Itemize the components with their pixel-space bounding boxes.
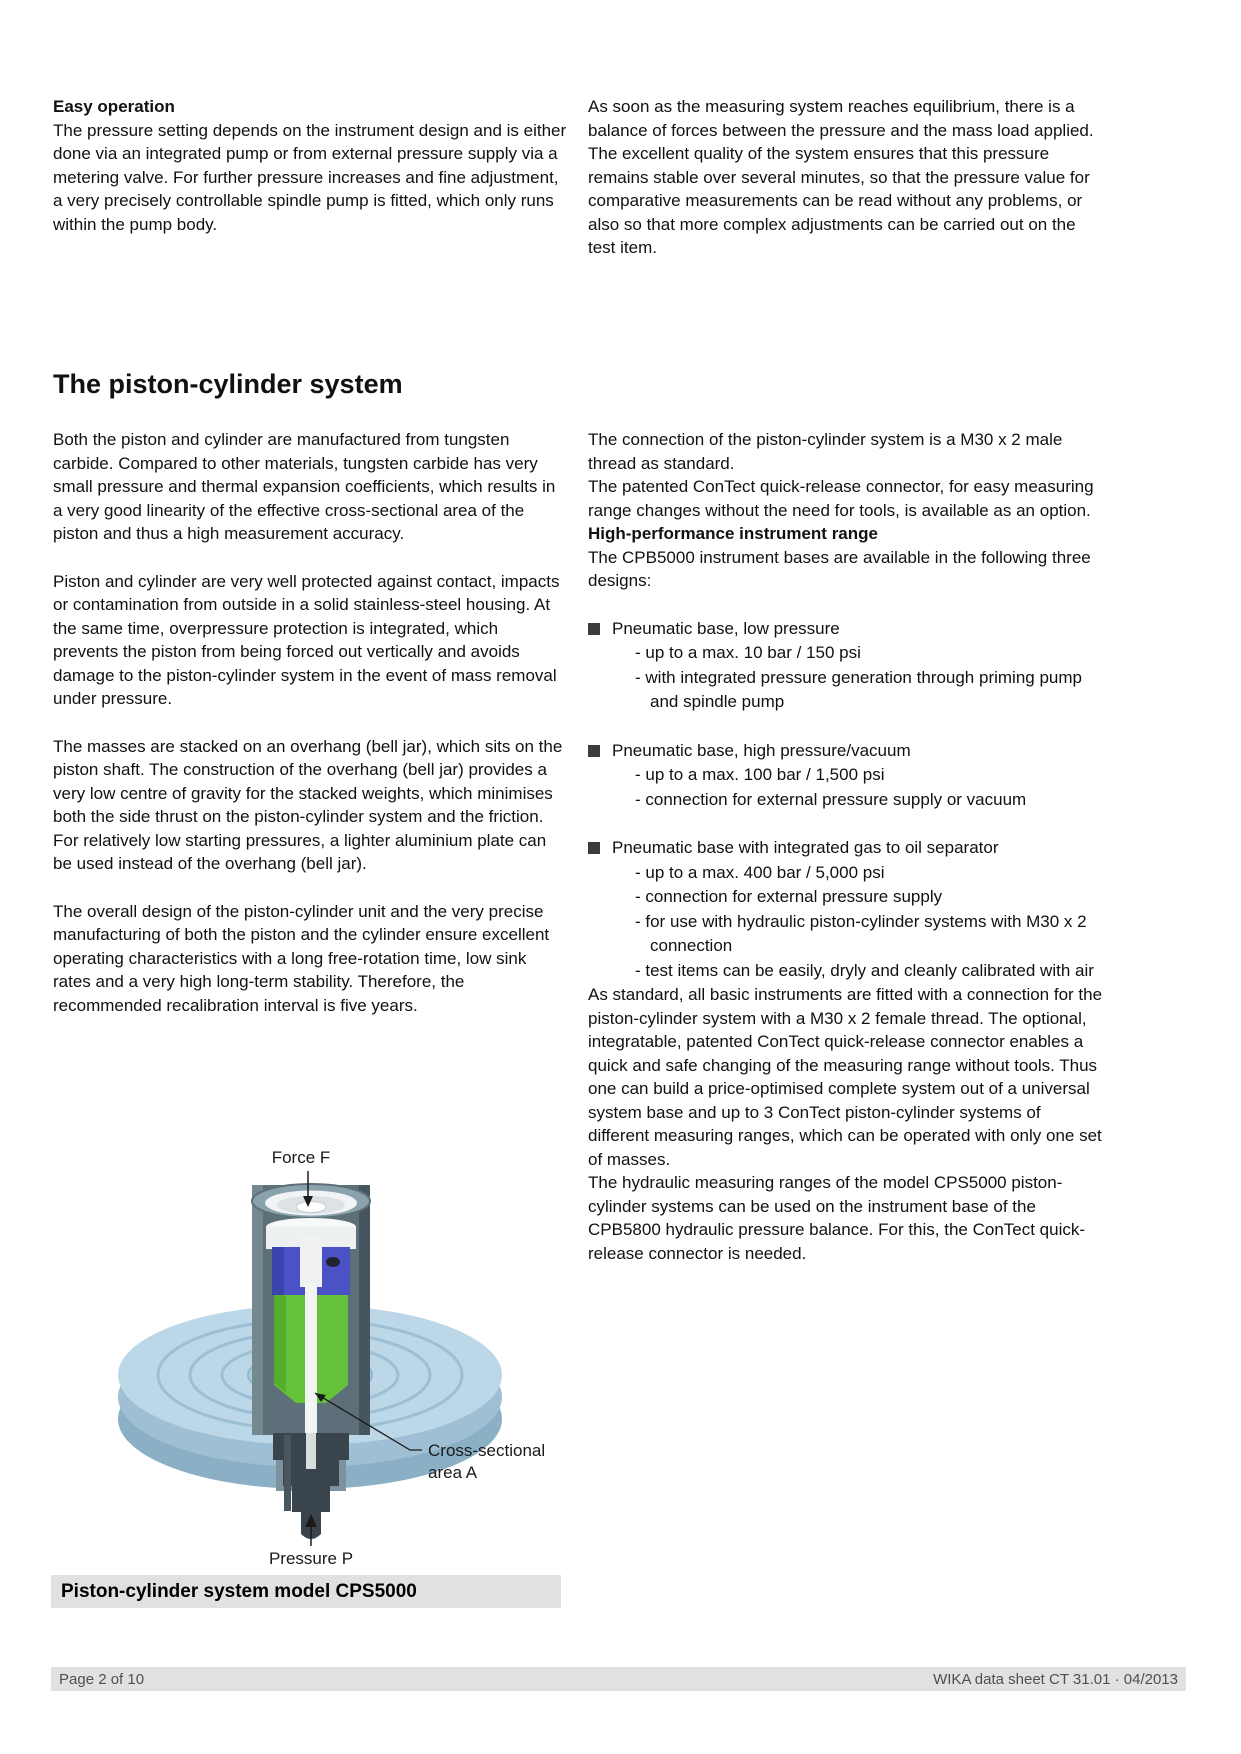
piston-rod-upper <box>300 1235 322 1287</box>
bullet-sub-item: - up to a max. 10 bar / 150 psi <box>635 643 861 662</box>
bullet-title-row <box>588 739 1106 764</box>
intro-left-column <box>53 95 567 236</box>
connection-line1: The connection of the piston-cylinder system is a M30 x 2 male thread as standard. <box>588 430 1063 473</box>
bullet-sub-item: - test items can be easily, dryly and cleanly calibrated with air <box>635 960 1094 980</box>
bullet-square-icon <box>588 623 600 635</box>
section-title: The piston-cylinder system <box>53 369 403 399</box>
paragraph-protection: Piston and cylinder are very well protected against contact, impacts or contamination from outside in a solid stainless-steel housing. At the same time, overpressure protection is integrated, which prevents the piston from being forced out vertically and avoids damage to the piston-cylinder system in the event of mass removal under pressure. <box>53 571 560 708</box>
bullet-title-label: Pneumatic base, high pressure/vacuum <box>612 740 911 760</box>
housing-highlight <box>252 1185 263 1435</box>
bullet-square-icon <box>588 745 600 757</box>
easy-operation-paragraph: The pressure setting depends on the instrument design and is either done via an integrated pump or from external pressure supply via a metering valve. For further pressure increases and fine adjustment, a very precisely controllable spindle pump is fitted, which only runs within the pump body. <box>53 120 567 234</box>
bullet-group-gas-oil-separator <box>588 836 1106 983</box>
bullet-sub-item: - up to a max. 100 bar / 1,500 psi <box>635 765 885 784</box>
paragraph-as-standard: As standard, all basic instruments are fitted with a connection for the piston-cylinder system with a M30 x 2 female thread. The optional, integratable, patented ConTect quick-release connector enables a quick and safe changing of the measuring range without tools. Thus one can build a price-optimised complete system out of a universal system base and up to 3 ConTect piston-cylinder systems of different measuring ranges, which can be operated with only one set of masses. <box>588 985 1103 1169</box>
bullet-sub-item: - for use with hydraulic piston-cylinder systems with M30 x 2 connection <box>635 911 1087 955</box>
bullet-title-label: Pneumatic base, low pressure <box>612 618 840 638</box>
bullet-sub-item: - up to a max. 400 bar / 5,000 psi <box>635 862 885 882</box>
inner-green-shadow <box>274 1295 286 1393</box>
connection-line2: The patented ConTect quick-release connector, for easy measuring range changes without the need for tools, is available as an option. <box>588 477 1094 520</box>
footer-datasheet-reference: WIKA data sheet CT 31.01 · 04/2013 <box>933 1670 1178 1688</box>
page-footer <box>51 1667 1186 1691</box>
easy-operation-heading: Easy operation <box>53 97 175 116</box>
pressure-label: Pressure P <box>268 1549 354 1568</box>
piston-rod-lower <box>305 1283 317 1433</box>
rod-stub <box>306 1433 316 1469</box>
bullet-sub-item: - connection for external pressure supply or vacuum <box>635 789 1027 809</box>
bullet-title-label: Pneumatic base with integrated gas to oil separator <box>612 838 999 857</box>
section-left-column <box>53 428 567 1041</box>
bullet-title-row <box>588 836 1106 861</box>
bullet-group-high-pressure <box>588 739 1106 813</box>
paragraph-hydraulic-ranges: The hydraulic measuring ranges of the model CPS5000 piston-cylinder systems can be used on the instrument base of the CPB5800 hydraulic pressure balance. For this, the ConTect quick-release connector is needed. <box>588 1173 1086 1263</box>
bullet-sub-item: - with integrated pressure generation through priming pump and spindle pump <box>635 667 1082 711</box>
screw-detail <box>326 1257 340 1267</box>
three-designs-intro: The CPB5000 instrument bases are available in the following three designs: <box>588 547 1091 590</box>
bullet-group-low-pressure <box>588 617 1106 715</box>
paragraph-tungsten-carbide: Both the piston and cylinder are manufactured from tungsten carbide. Compared to other materials, tungsten carbide has very small pressure and thermal expansion coefficients, which results in a very good linearity of the effective cross-sectional area of the piston and thus a high measurement accuracy. <box>53 430 556 543</box>
connector-highlight <box>284 1435 291 1511</box>
bullet-square-icon <box>588 842 600 854</box>
intro-right-column <box>588 95 1104 260</box>
bullet-title-row <box>588 617 1106 642</box>
piston-cylinder-diagram <box>60 1143 560 1571</box>
section-right-column <box>588 428 1106 1265</box>
area-label-line1: Cross-sectional <box>428 1441 546 1460</box>
high-performance-subheading: High-performance instrument range <box>588 524 878 543</box>
force-label: Force F <box>271 1148 331 1167</box>
housing-shadow <box>359 1185 370 1435</box>
area-label-line2: area A <box>428 1463 478 1482</box>
equilibrium-paragraph: As soon as the measuring system reaches equilibrium, there is a balance of forces between the pressure and the mass load applied. The excellent quality of the system ensures that this pressure remains stable over several minutes, so that the pressure value for comparative measurements can be read without any problems, or also so that more complex adjustments can be carried out on the test item. <box>588 97 1094 257</box>
bullet-sub-item: - connection for external pressure supply <box>635 887 943 906</box>
paragraph-overall-design: The overall design of the piston-cylinder unit and the very precise manufacturing of both the piston and the cylinder ensure excellent operating characteristics with a long free-rotation time, low sink rates and a very high long-term stability. Therefore, the recommended recalibration interval is five years. <box>53 901 550 1015</box>
figure-caption: Piston-cylinder system model CPS5000 <box>51 1575 561 1608</box>
inner-blue-shadow <box>272 1247 284 1295</box>
paragraph-masses: The masses are stacked on an overhang (bell jar), which sits on the piston shaft. The construction of the overhang (bell jar) provides a very low centre of gravity for the stacked weights, which minimises both the side thrust on the piston-cylinder system and the friction. For relatively low starting pressures, a lighter aluminium plate can be used instead of the overhang (bell jar). <box>53 736 563 873</box>
footer-page-number: Page 2 of 10 <box>59 1670 145 1688</box>
piston-head-boss <box>296 1202 326 1213</box>
